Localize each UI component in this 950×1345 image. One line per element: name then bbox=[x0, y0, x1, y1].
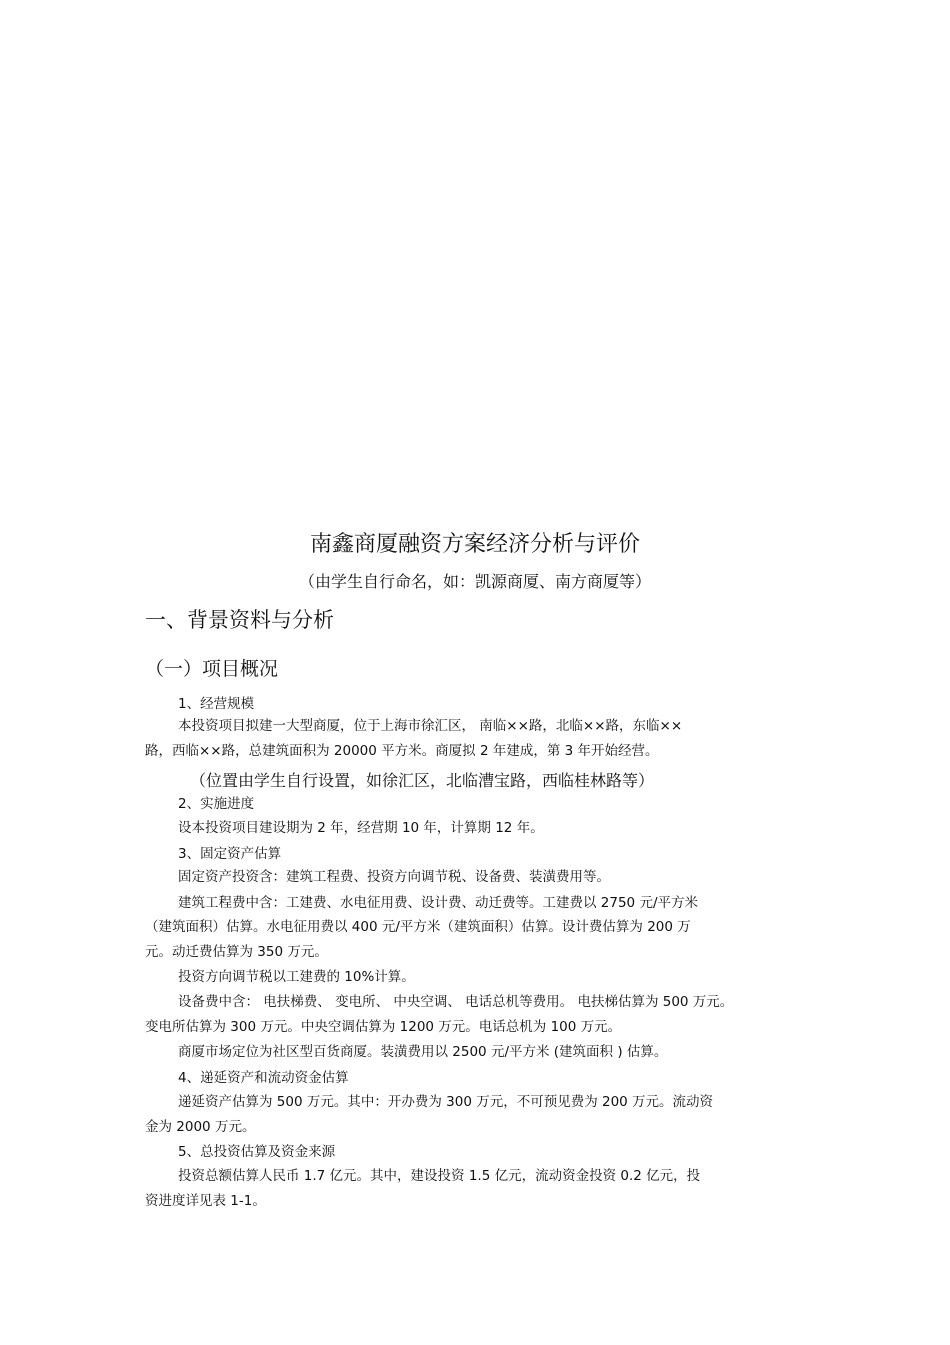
item-heading: 4、递延资产和流动资金估算 bbox=[178, 1070, 349, 1086]
paragraph-line: 路，西临××路，总建筑面积为 20000 平方米。商厦拟 2 年建成，第 3 年开始经营。 bbox=[145, 743, 659, 759]
paragraph-line: 投资总额估算人民币 1.7 亿元。其中，建设投资 1.5 亿元，流动资金投资 0.2 亿元，投 bbox=[178, 1168, 701, 1184]
paragraph-line: 设备费中含： 电扶梯费、 变电所、 中央空调、 电话总机等费用。 电扶梯估算为 500 万元。 bbox=[178, 994, 734, 1010]
paragraph-line: 设本投资项目建设期为 2 年，经营期 10 年，计算期 12 年。 bbox=[178, 820, 544, 836]
section-heading: 一、背景资料与分析 bbox=[145, 608, 334, 632]
note-line: （位置由学生自行设置，如徐汇区，北临漕宝路，西临桂林路等） bbox=[190, 771, 655, 790]
item-heading: 2、实施进度 bbox=[178, 796, 255, 812]
paragraph-line: 投资方向调节税以工建费的 10%计算。 bbox=[178, 969, 415, 985]
item-heading: 1、经营规模 bbox=[178, 696, 255, 712]
paragraph-line: 递延资产估算为 500 万元。其中：开办费为 300 万元，不可预见费为 200 万元。流动资 bbox=[178, 1094, 714, 1110]
paragraph-line: 固定资产投资含：建筑工程费、投资方向调节税、设备费、装潢费用等。 bbox=[178, 869, 610, 885]
document-subtitle: （由学生自行命名，如：凯源商厦、南方商厦等） bbox=[298, 572, 651, 591]
item-heading: 5、总投资估算及资金来源 bbox=[178, 1144, 336, 1160]
paragraph-line: 建筑工程费中含：工建费、水电征用费、设计费、动迁费等。工建费以 2750 元/平方米 bbox=[178, 895, 698, 911]
document-title: 南鑫商厦融资方案经济分析与评价 bbox=[309, 532, 640, 557]
paragraph-line: （建筑面积）估算。水电征用费以 400 元/平方米（建筑面积）估算。设计费估算为 200 万 bbox=[145, 919, 691, 935]
paragraph-line: 本投资项目拟建一大型商厦，位于上海市徐汇区， 南临××路，北临××路，东临×× bbox=[178, 718, 683, 734]
item-heading: 3、固定资产估算 bbox=[178, 846, 282, 862]
paragraph-line: 金为 2000 万元。 bbox=[145, 1119, 256, 1135]
paragraph-line: 资进度详见表 1-1。 bbox=[145, 1193, 266, 1209]
paragraph-line: 元。动迁费估算为 350 万元。 bbox=[145, 944, 328, 960]
paragraph-line: 变电所估算为 300 万元。中央空调估算为 1200 万元。电话总机为 100 万元。 bbox=[145, 1019, 622, 1035]
paragraph-line: 商厦市场定位为社区型百货商厦。装潢费用以 2500 元/平方米 (建筑面积 ) 估算。 bbox=[178, 1044, 668, 1060]
subsection-heading: （一）项目概况 bbox=[145, 658, 279, 680]
